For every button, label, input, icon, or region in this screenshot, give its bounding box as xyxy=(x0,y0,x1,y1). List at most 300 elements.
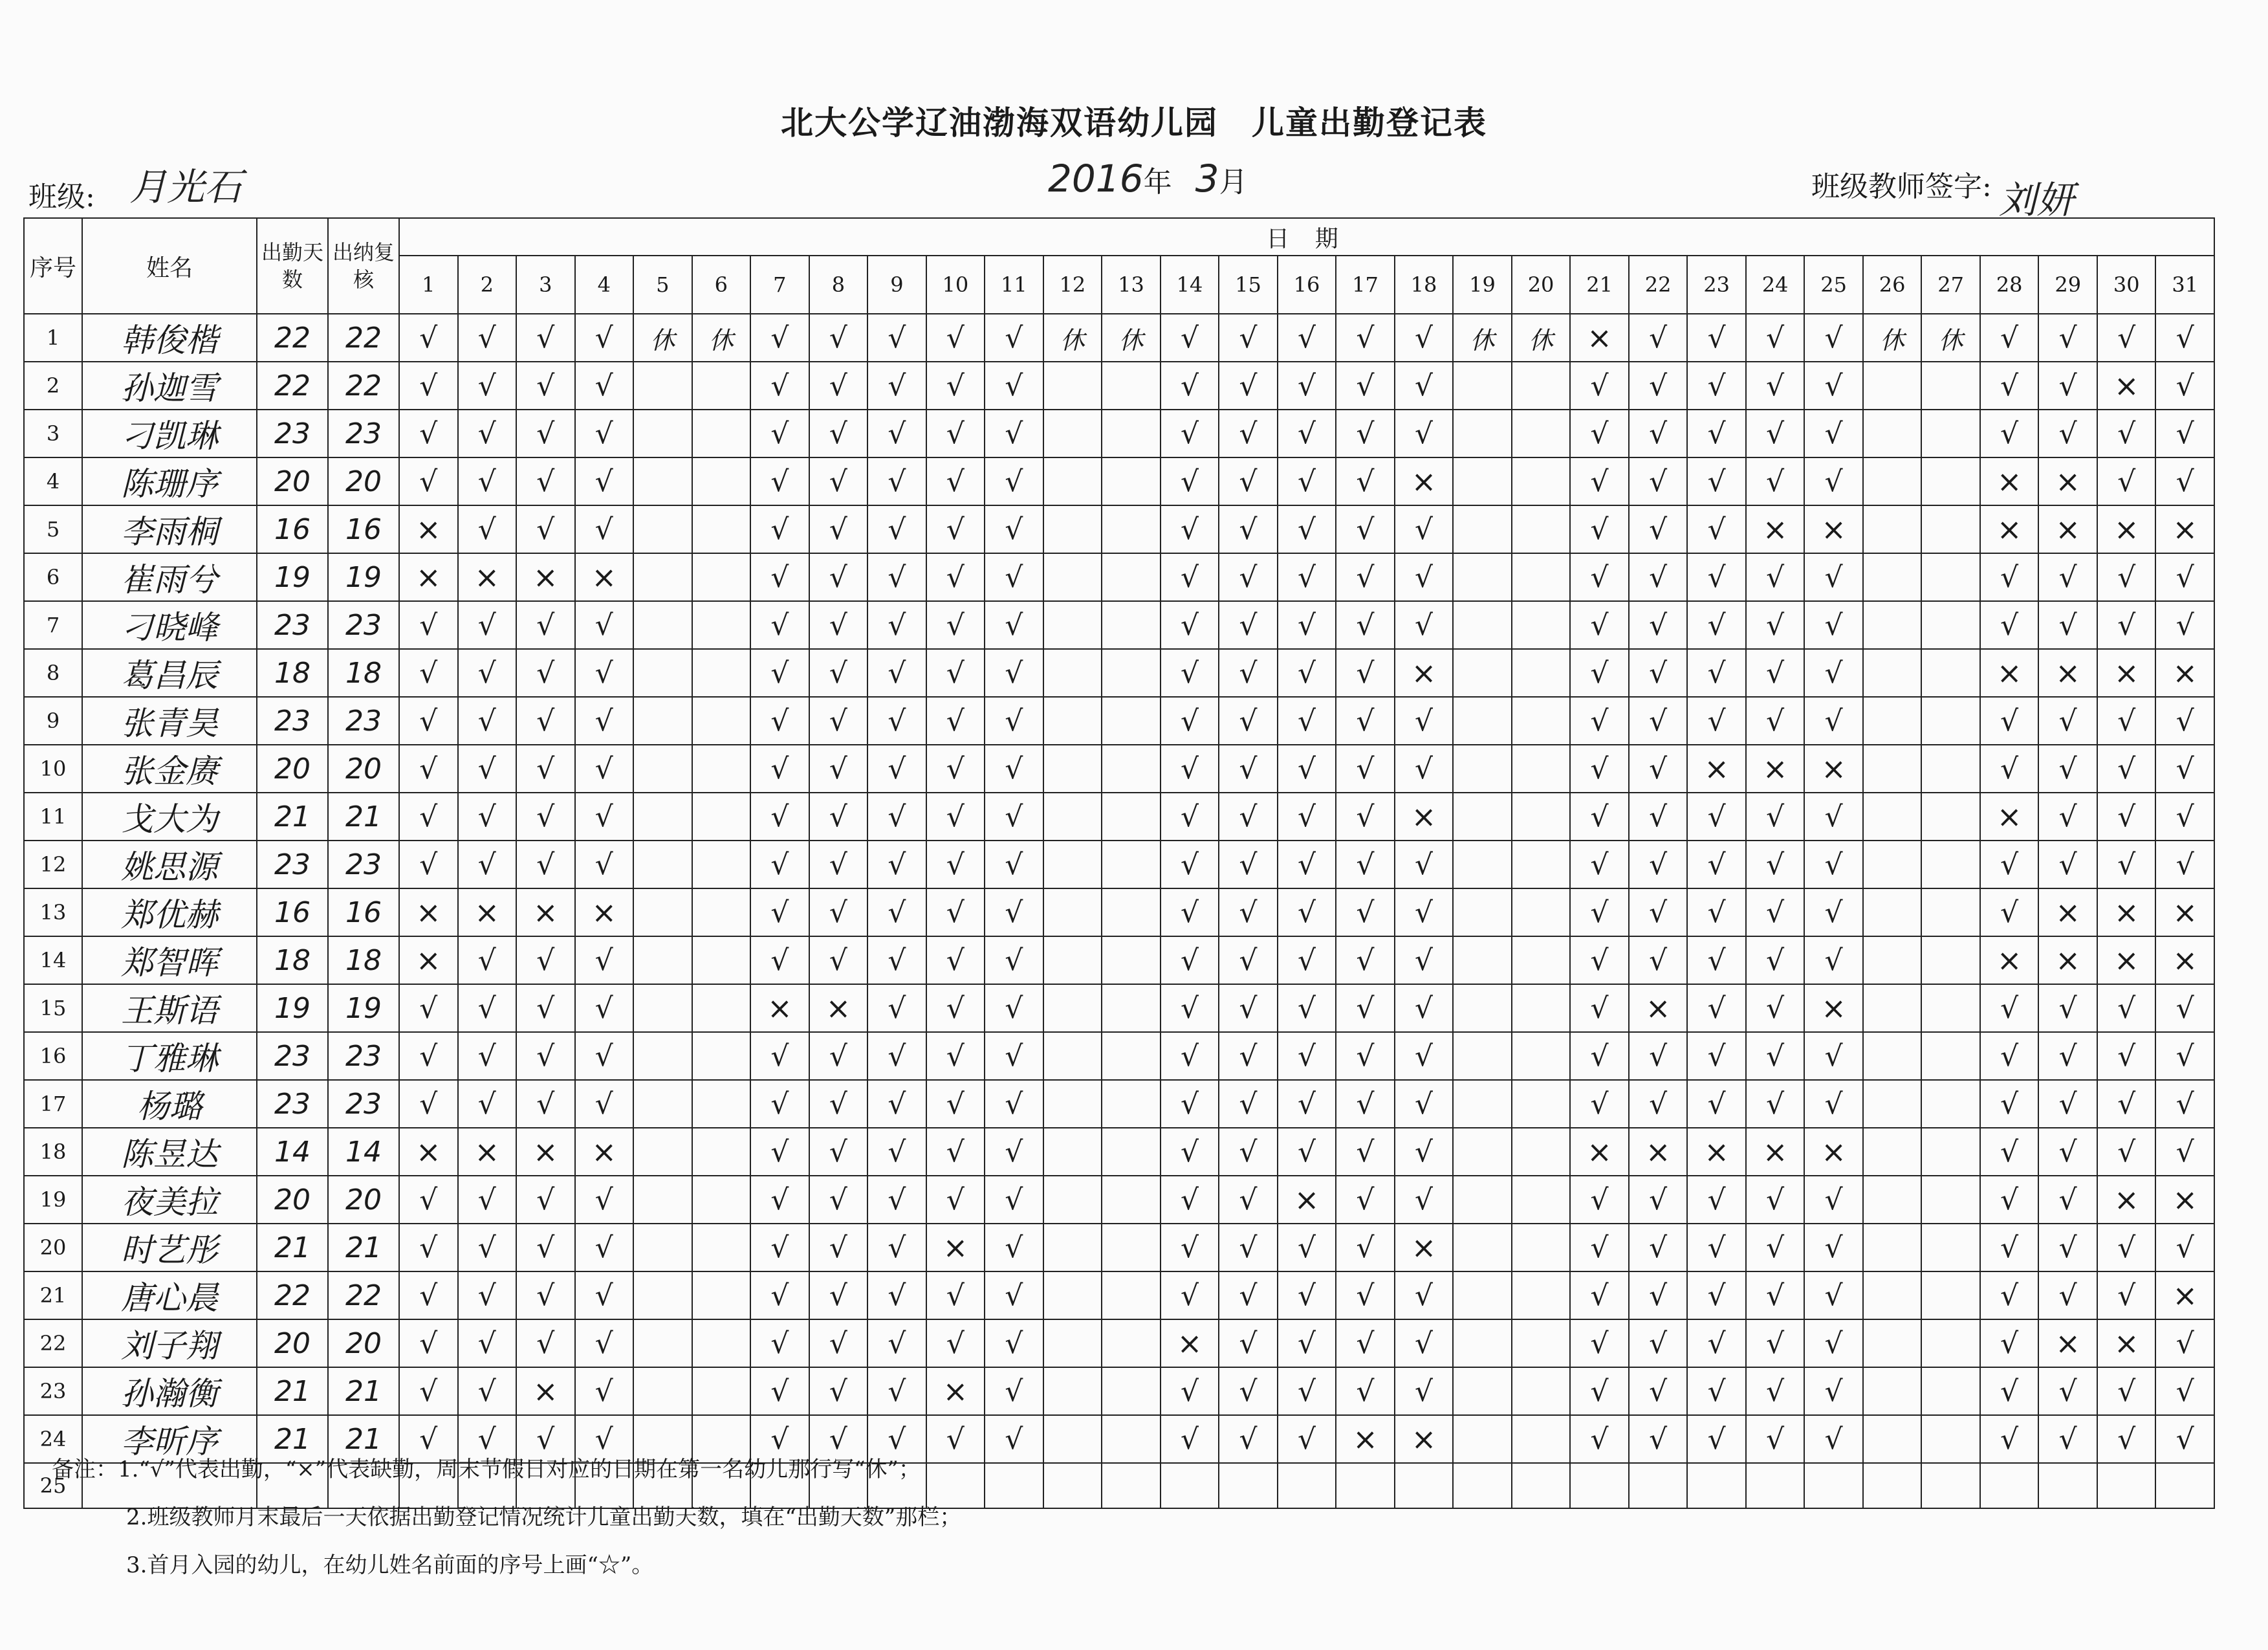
attendance-cell: √ xyxy=(985,505,1043,553)
attendance-cell: √ xyxy=(867,362,926,410)
attendance-cell xyxy=(1043,362,1102,410)
days-cell: 21 xyxy=(257,1415,328,1463)
attendance-cell: √ xyxy=(1746,1319,1805,1367)
attendance-cell xyxy=(1453,888,1512,936)
attendance-cell: √ xyxy=(1219,1224,1278,1271)
attendance-cell: √ xyxy=(2038,745,2097,793)
attendance-cell: √ xyxy=(750,793,809,841)
attendance-cell: √ xyxy=(867,1415,926,1463)
attendance-cell: √ xyxy=(1570,1271,1629,1319)
name-cell: 陈珊序 xyxy=(82,457,257,505)
attendance-cell: √ xyxy=(1629,1224,1688,1271)
attendance-cell xyxy=(633,1176,692,1224)
attendance-cell: √ xyxy=(2038,793,2097,841)
attendance-cell xyxy=(1687,1463,1746,1508)
attendance-cell xyxy=(1863,984,1922,1032)
attendance-cell: × xyxy=(2038,505,2097,553)
seq-cell: 15 xyxy=(24,984,82,1032)
days-cell: 22 xyxy=(257,362,328,410)
attendance-cell: √ xyxy=(1219,314,1278,362)
attendance-cell: √ xyxy=(1278,314,1336,362)
attendance-cell xyxy=(1102,793,1161,841)
attendance-cell: × xyxy=(1980,793,2039,841)
attendance-cell xyxy=(1102,841,1161,888)
attendance-cell: √ xyxy=(1629,888,1688,936)
attendance-cell: × xyxy=(1395,1224,1454,1271)
attendance-cell: √ xyxy=(575,314,634,362)
attendance-cell: √ xyxy=(750,314,809,362)
attendance-cell xyxy=(633,1367,692,1415)
attendance-cell: √ xyxy=(1336,745,1395,793)
attendance-cell: √ xyxy=(1804,793,1863,841)
attendance-cell: √ xyxy=(399,745,458,793)
attendance-cell xyxy=(1629,1463,1688,1508)
attendance-cell xyxy=(692,888,751,936)
attendance-cell xyxy=(1102,888,1161,936)
attendance-cell: √ xyxy=(399,1032,458,1080)
attendance-cell: × xyxy=(575,553,634,601)
attendance-cell xyxy=(1863,1271,1922,1319)
attendance-cell: √ xyxy=(985,1224,1043,1271)
attendance-cell: √ xyxy=(867,984,926,1032)
attendance-cell: √ xyxy=(985,601,1043,649)
attendance-cell xyxy=(1453,1080,1512,1128)
attendance-cell: √ xyxy=(867,1176,926,1224)
attendance-cell: √ xyxy=(2155,410,2214,457)
seq-cell: 2 xyxy=(24,362,82,410)
attendance-cell xyxy=(1863,1176,1922,1224)
day-header: 17 xyxy=(1336,256,1395,314)
days-cell: 22 xyxy=(257,314,328,362)
days-cell: 21 xyxy=(257,1224,328,1271)
attendance-cell: √ xyxy=(399,362,458,410)
attendance-cell: √ xyxy=(750,1032,809,1080)
days-cell: 16 xyxy=(257,888,328,936)
attendance-cell: √ xyxy=(1804,1319,1863,1367)
day-header: 28 xyxy=(1980,256,2039,314)
attendance-cell: √ xyxy=(2155,1224,2214,1271)
attendance-cell xyxy=(633,936,692,984)
attendance-cell: √ xyxy=(1278,362,1336,410)
attendance-cell: √ xyxy=(2155,1128,2214,1176)
attendance-cell xyxy=(1921,457,1980,505)
attendance-cell: √ xyxy=(926,1176,985,1224)
days-cell: 18 xyxy=(257,649,328,697)
attendance-cell: √ xyxy=(575,936,634,984)
check-cell: 16 xyxy=(328,505,399,553)
attendance-cell: √ xyxy=(516,505,575,553)
header-name: 姓名 xyxy=(82,218,257,314)
attendance-cell: √ xyxy=(1629,1080,1688,1128)
attendance-cell xyxy=(1102,553,1161,601)
attendance-cell xyxy=(1102,1367,1161,1415)
attendance-cell: √ xyxy=(2038,362,2097,410)
month-handwritten: 3 xyxy=(1195,157,1219,201)
attendance-cell: √ xyxy=(458,505,517,553)
attendance-cell: √ xyxy=(1336,984,1395,1032)
attendance-cell xyxy=(1512,793,1571,841)
attendance-cell: √ xyxy=(750,1224,809,1271)
attendance-cell: √ xyxy=(1336,601,1395,649)
attendance-cell: √ xyxy=(985,745,1043,793)
attendance-cell: √ xyxy=(2097,601,2156,649)
student-row xyxy=(24,601,2214,649)
attendance-cell: √ xyxy=(1629,841,1688,888)
days-cell: 20 xyxy=(257,745,328,793)
attendance-cell: √ xyxy=(1980,697,2039,745)
attendance-cell: √ xyxy=(750,1319,809,1367)
attendance-cell: √ xyxy=(1980,1032,2039,1080)
attendance-cell xyxy=(1453,841,1512,888)
attendance-cell xyxy=(1453,793,1512,841)
attendance-cell: √ xyxy=(867,1080,926,1128)
attendance-cell xyxy=(692,1128,751,1176)
attendance-cell: √ xyxy=(1278,793,1336,841)
attendance-cell: √ xyxy=(750,841,809,888)
attendance-cell xyxy=(1453,1415,1512,1463)
attendance-cell: √ xyxy=(1746,1224,1805,1271)
attendance-cell: √ xyxy=(867,1032,926,1080)
attendance-cell: √ xyxy=(516,1176,575,1224)
attendance-cell xyxy=(633,1319,692,1367)
attendance-cell: √ xyxy=(809,457,868,505)
seq-cell: 13 xyxy=(24,888,82,936)
attendance-cell: √ xyxy=(2097,841,2156,888)
attendance-cell: √ xyxy=(2097,793,2156,841)
attendance-cell: √ xyxy=(750,1080,809,1128)
attendance-cell xyxy=(1336,1463,1395,1508)
attendance-cell xyxy=(1043,553,1102,601)
attendance-cell: √ xyxy=(1161,936,1219,984)
student-row xyxy=(24,793,2214,841)
attendance-cell: √ xyxy=(2155,697,2214,745)
attendance-cell: × xyxy=(399,1128,458,1176)
attendance-cell: √ xyxy=(2097,1080,2156,1128)
attendance-cell: √ xyxy=(1161,1176,1219,1224)
attendance-cell: √ xyxy=(516,457,575,505)
attendance-cell: √ xyxy=(750,601,809,649)
attendance-cell: √ xyxy=(575,601,634,649)
attendance-cell: √ xyxy=(1629,1415,1688,1463)
attendance-cell: × xyxy=(809,984,868,1032)
attendance-cell xyxy=(1512,1032,1571,1080)
attendance-cell xyxy=(1921,1128,1980,1176)
attendance-cell: × xyxy=(2038,888,2097,936)
attendance-cell xyxy=(1921,1319,1980,1367)
student-row xyxy=(24,1367,2214,1415)
attendance-cell xyxy=(1043,888,1102,936)
attendance-cell: √ xyxy=(2038,1128,2097,1176)
attendance-cell: √ xyxy=(1395,697,1454,745)
attendance-cell: × xyxy=(1980,505,2039,553)
attendance-cell: √ xyxy=(516,649,575,697)
attendance-cell xyxy=(1512,1463,1571,1508)
attendance-cell: √ xyxy=(1161,601,1219,649)
day-header: 25 xyxy=(1804,256,1863,314)
attendance-cell xyxy=(1102,1415,1161,1463)
attendance-cell xyxy=(633,1080,692,1128)
attendance-cell xyxy=(1512,888,1571,936)
attendance-cell xyxy=(1102,1224,1161,1271)
attendance-cell: √ xyxy=(1570,601,1629,649)
attendance-cell: √ xyxy=(458,936,517,984)
attendance-cell: 休 xyxy=(1921,314,1980,362)
attendance-cell: √ xyxy=(1395,888,1454,936)
attendance-cell: √ xyxy=(575,1080,634,1128)
attendance-cell xyxy=(1043,1319,1102,1367)
attendance-cell: × xyxy=(1629,1128,1688,1176)
attendance-cell: √ xyxy=(1395,505,1454,553)
attendance-cell: √ xyxy=(1219,1271,1278,1319)
attendance-cell: √ xyxy=(867,1271,926,1319)
attendance-cell xyxy=(1453,1128,1512,1176)
attendance-cell: √ xyxy=(1980,601,2039,649)
seq-cell: 17 xyxy=(24,1080,82,1128)
attendance-cell: √ xyxy=(1395,1128,1454,1176)
name-cell: 张青昊 xyxy=(82,697,257,745)
attendance-cell: √ xyxy=(1629,553,1688,601)
attendance-cell: √ xyxy=(1687,362,1746,410)
attendance-cell: √ xyxy=(1570,362,1629,410)
day-header: 10 xyxy=(926,256,985,314)
attendance-cell xyxy=(1512,841,1571,888)
seq-cell: 4 xyxy=(24,457,82,505)
attendance-cell xyxy=(692,1271,751,1319)
day-header: 11 xyxy=(985,256,1043,314)
attendance-cell xyxy=(1512,649,1571,697)
attendance-cell xyxy=(985,1463,1043,1508)
seq-cell: 9 xyxy=(24,697,82,745)
attendance-cell: √ xyxy=(1570,984,1629,1032)
attendance-cell: √ xyxy=(575,505,634,553)
attendance-cell: √ xyxy=(1687,697,1746,745)
attendance-cell: × xyxy=(1161,1319,1219,1367)
attendance-cell: √ xyxy=(985,314,1043,362)
attendance-cell xyxy=(633,888,692,936)
attendance-cell: √ xyxy=(1746,1415,1805,1463)
seq-cell: 12 xyxy=(24,841,82,888)
student-row xyxy=(24,936,2214,984)
attendance-cell xyxy=(1921,793,1980,841)
attendance-cell: √ xyxy=(2155,601,2214,649)
day-header: 18 xyxy=(1395,256,1454,314)
attendance-cell: √ xyxy=(1219,697,1278,745)
attendance-cell: √ xyxy=(809,601,868,649)
check-cell: 20 xyxy=(328,457,399,505)
attendance-cell xyxy=(692,362,751,410)
attendance-cell xyxy=(633,984,692,1032)
attendance-cell: √ xyxy=(399,1224,458,1271)
attendance-cell: √ xyxy=(2038,314,2097,362)
attendance-cell: √ xyxy=(867,457,926,505)
attendance-cell xyxy=(1863,841,1922,888)
attendance-cell xyxy=(1512,1319,1571,1367)
attendance-cell: √ xyxy=(1804,314,1863,362)
day-header: 29 xyxy=(2038,256,2097,314)
attendance-cell: √ xyxy=(1161,1271,1219,1319)
attendance-cell xyxy=(1043,649,1102,697)
day-header: 2 xyxy=(458,256,517,314)
attendance-cell: √ xyxy=(750,649,809,697)
attendance-cell: × xyxy=(2155,505,2214,553)
attendance-cell xyxy=(1863,649,1922,697)
name-cell: 刘子翔 xyxy=(82,1319,257,1367)
school-name: 北大公学辽油渤海双语幼儿园 xyxy=(781,104,1218,142)
attendance-cell: √ xyxy=(1161,457,1219,505)
attendance-cell: √ xyxy=(1629,314,1688,362)
attendance-cell: √ xyxy=(2155,314,2214,362)
attendance-cell: × xyxy=(2155,649,2214,697)
attendance-cell: √ xyxy=(1570,1176,1629,1224)
attendance-cell: √ xyxy=(516,362,575,410)
attendance-cell: √ xyxy=(1804,936,1863,984)
attendance-cell: √ xyxy=(458,1367,517,1415)
attendance-cell xyxy=(1453,553,1512,601)
attendance-cell: 休 xyxy=(633,314,692,362)
attendance-cell: √ xyxy=(2155,1415,2214,1463)
attendance-cell xyxy=(692,745,751,793)
attendance-cell xyxy=(633,1032,692,1080)
attendance-cell: √ xyxy=(867,553,926,601)
attendance-cell: √ xyxy=(867,793,926,841)
attendance-cell: √ xyxy=(985,649,1043,697)
attendance-cell: √ xyxy=(1629,410,1688,457)
student-row xyxy=(24,1080,2214,1128)
day-header: 24 xyxy=(1746,256,1805,314)
attendance-cell: √ xyxy=(1336,362,1395,410)
attendance-cell xyxy=(1043,1367,1102,1415)
attendance-cell xyxy=(692,1080,751,1128)
attendance-cell xyxy=(1512,936,1571,984)
attendance-cell: √ xyxy=(985,553,1043,601)
name-cell: 张金赓 xyxy=(82,745,257,793)
student-row xyxy=(24,649,2214,697)
attendance-cell: √ xyxy=(809,553,868,601)
attendance-cell: × xyxy=(1804,505,1863,553)
attendance-cell xyxy=(1043,1224,1102,1271)
attendance-cell: √ xyxy=(1336,553,1395,601)
attendance-cell: √ xyxy=(1161,314,1219,362)
attendance-cell xyxy=(1453,1176,1512,1224)
attendance-cell: √ xyxy=(867,601,926,649)
year-handwritten: 2016 xyxy=(1048,157,1144,201)
attendance-cell xyxy=(1921,1463,1980,1508)
attendance-cell: √ xyxy=(1570,649,1629,697)
attendance-cell: √ xyxy=(1804,649,1863,697)
attendance-cell: √ xyxy=(575,841,634,888)
attendance-cell: √ xyxy=(1980,1176,2039,1224)
attendance-cell: √ xyxy=(1980,841,2039,888)
attendance-cell: √ xyxy=(809,936,868,984)
attendance-cell xyxy=(692,936,751,984)
attendance-cell xyxy=(1863,1463,1922,1508)
attendance-cell: √ xyxy=(1278,1415,1336,1463)
attendance-cell: √ xyxy=(458,1415,517,1463)
attendance-cell: × xyxy=(575,888,634,936)
attendance-cell: √ xyxy=(1161,410,1219,457)
seq-cell: 5 xyxy=(24,505,82,553)
attendance-cell: √ xyxy=(399,697,458,745)
name-cell: 杨璐 xyxy=(82,1080,257,1128)
day-header: 1 xyxy=(399,256,458,314)
note-1: 备注：1.“√”代表出勤，“×”代表缺勤，周末节假日对应的日期在第一名幼儿那行写“休”； xyxy=(52,1457,921,1482)
attendance-cell: √ xyxy=(1746,1032,1805,1080)
attendance-cell: √ xyxy=(1980,553,2039,601)
check-cell: 20 xyxy=(328,1319,399,1367)
attendance-cell xyxy=(692,457,751,505)
attendance-cell: √ xyxy=(1161,505,1219,553)
attendance-cell: √ xyxy=(867,841,926,888)
attendance-cell: √ xyxy=(926,697,985,745)
attendance-cell: √ xyxy=(458,1271,517,1319)
attendance-cell: √ xyxy=(1219,1080,1278,1128)
attendance-cell xyxy=(1921,936,1980,984)
days-cell: 20 xyxy=(257,1319,328,1367)
attendance-cell: √ xyxy=(2155,1367,2214,1415)
attendance-cell: √ xyxy=(1570,410,1629,457)
attendance-cell: × xyxy=(2038,1319,2097,1367)
student-row xyxy=(24,1319,2214,1367)
attendance-cell: √ xyxy=(1161,888,1219,936)
attendance-cell xyxy=(1453,601,1512,649)
attendance-cell: √ xyxy=(985,1080,1043,1128)
attendance-cell: √ xyxy=(1395,1176,1454,1224)
attendance-cell xyxy=(692,1176,751,1224)
attendance-cell: √ xyxy=(516,936,575,984)
attendance-cell: √ xyxy=(575,984,634,1032)
name-cell: 姚思源 xyxy=(82,841,257,888)
attendance-cell: √ xyxy=(926,601,985,649)
attendance-cell: × xyxy=(1746,1128,1805,1176)
attendance-cell: √ xyxy=(1804,1224,1863,1271)
attendance-cell xyxy=(1043,841,1102,888)
attendance-cell: × xyxy=(399,505,458,553)
attendance-cell: √ xyxy=(926,888,985,936)
attendance-cell: √ xyxy=(1395,841,1454,888)
attendance-cell: √ xyxy=(1395,1080,1454,1128)
attendance-cell: √ xyxy=(1278,888,1336,936)
attendance-cell: √ xyxy=(1804,1415,1863,1463)
attendance-cell: √ xyxy=(458,1032,517,1080)
attendance-cell xyxy=(1863,505,1922,553)
check-cell: 14 xyxy=(328,1128,399,1176)
attendance-cell: × xyxy=(1395,1415,1454,1463)
attendance-cell: √ xyxy=(1687,1032,1746,1080)
attendance-cell xyxy=(1102,362,1161,410)
attendance-cell: √ xyxy=(1161,362,1219,410)
attendance-cell: √ xyxy=(516,601,575,649)
attendance-cell: √ xyxy=(809,793,868,841)
check-cell: 23 xyxy=(328,1032,399,1080)
attendance-cell xyxy=(1102,410,1161,457)
attendance-cell xyxy=(1453,505,1512,553)
header-check: 出纳复核 xyxy=(328,218,399,314)
seq-cell: 8 xyxy=(24,649,82,697)
attendance-cell xyxy=(1921,888,1980,936)
attendance-cell xyxy=(633,553,692,601)
attendance-cell: √ xyxy=(750,745,809,793)
attendance-cell: × xyxy=(2155,1176,2214,1224)
attendance-cell: × xyxy=(2038,936,2097,984)
attendance-cell: √ xyxy=(1336,1176,1395,1224)
attendance-cell: √ xyxy=(1219,553,1278,601)
check-cell: 16 xyxy=(328,888,399,936)
attendance-cell: √ xyxy=(1629,1367,1688,1415)
name-cell: 夜美拉 xyxy=(82,1176,257,1224)
attendance-cell: √ xyxy=(1278,745,1336,793)
attendance-cell: √ xyxy=(985,1128,1043,1176)
attendance-cell xyxy=(1043,1415,1102,1463)
